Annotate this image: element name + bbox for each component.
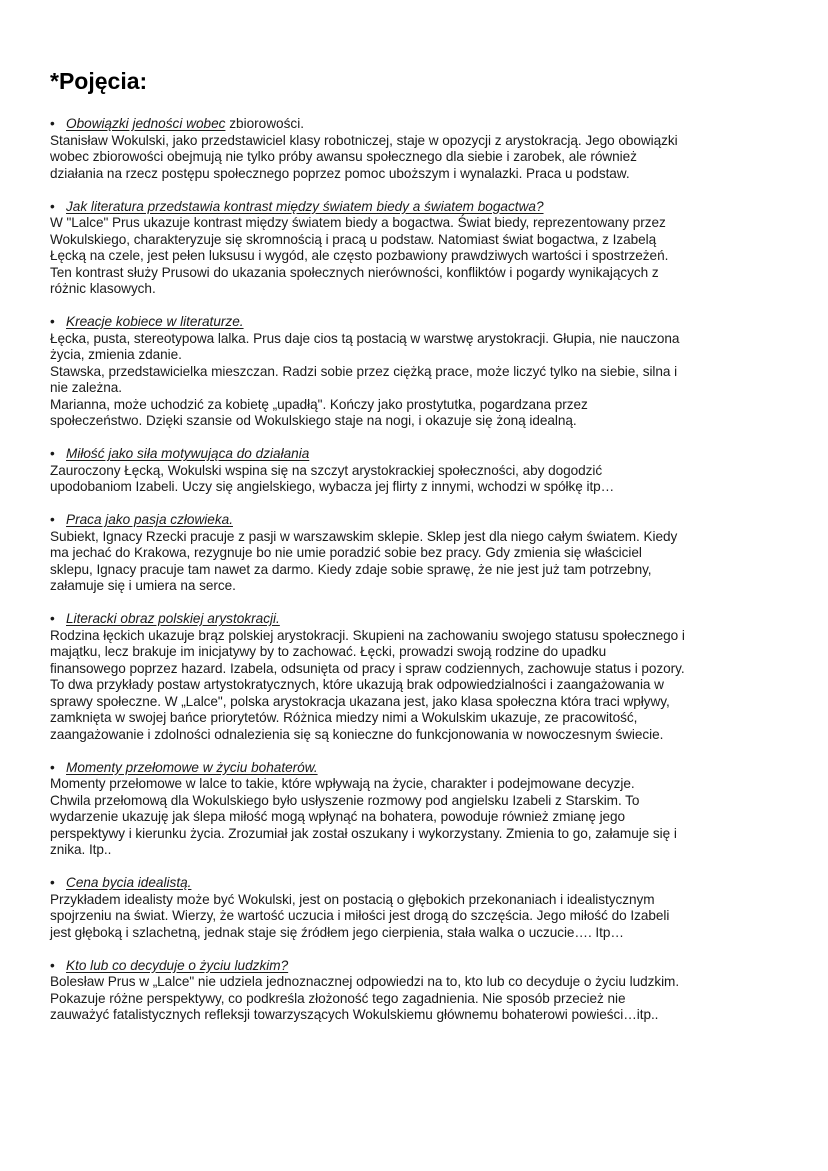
paragraph-line: perspektywy i kierunku życia. Zrozumiał jak został oszukany i wykorzystany. Zmienia to go, załamuje się i	[50, 825, 677, 841]
concept-paragraph	[50, 463, 780, 496]
bullet-icon: •	[50, 314, 55, 329]
concept-section	[50, 958, 780, 1024]
concept-paragraph	[50, 133, 780, 183]
paragraph-line: społeczeństwo. Dzięki szansie od Wokulskiego staje na nogi, i okazuje się żoną idealną.	[50, 413, 577, 428]
concept-heading	[50, 958, 780, 975]
concept-heading-tail: zbiorowości.	[225, 116, 305, 131]
concept-heading	[50, 512, 780, 529]
paragraph-line: Marianna, może uchodzić za kobietę „upadłą". Kończy jako prostytutka, pogardzana przez	[50, 396, 588, 412]
concept-heading	[50, 760, 780, 777]
concept-heading-text: Cena bycia idealistą.	[66, 875, 192, 890]
bullet-icon: •	[50, 446, 55, 461]
paragraph-line: Bolesław Prus w „Lalce" nie udziela jednoznacznej odpowiedzi na to, kto lub co decyduje o życiu ludzkim.	[50, 974, 680, 989]
paragraph-line: nie zależna.	[50, 380, 122, 395]
paragraph-line: Chwila przełomową dla Wokulskiego było usłyszenie rozmowy pod angielsku Izabeli z Starskim. To	[50, 792, 640, 808]
bullet-icon: •	[50, 759, 55, 775]
concept-paragraph	[50, 215, 780, 298]
paragraph-line: Wokulskiego, charakteryzuje się skromnością i pracą u podstaw. Natomiast świat bogactwa, z Izabelą	[50, 231, 657, 247]
concept-heading-text: Praca jako pasja człowieka.	[66, 512, 233, 527]
paragraph-line: wydarzenie ukazuję jak ślepa miłość mogą wpłynąć na bohatera, powoduje również zmianę jego	[50, 809, 626, 824]
paragraph-line: Subiekt, Ignacy Rzecki pracuje z pasji w warszawskim sklepie. Sklep jest dla niego całym światem. Kiedy	[50, 528, 678, 544]
concept-section	[50, 760, 780, 859]
paragraph-line: Stawska, przedstawicielka mieszczan. Radzi sobie przez ciężką prace, może liczyć tylko na siebie, silna i	[50, 363, 678, 379]
paragraph-line: Rodzina łęckich ukazuje brąz polskiej arystokracji. Skupieni na zachowaniu swojego statusu społecznego i	[50, 627, 685, 643]
bullet-icon: •	[50, 611, 55, 626]
bullet-icon: •	[50, 116, 55, 131]
concept-heading	[50, 199, 780, 216]
paragraph-line: Pokazuje różne perspektywy, co podkreśla złożoność tego zagadnienia. Nie sposób przecież nie	[50, 990, 626, 1006]
concept-heading	[50, 611, 780, 628]
concept-heading-text: Obowiązki jedności wobec	[66, 116, 226, 131]
concept-section	[50, 199, 780, 298]
paragraph-line: jest głęboką i szlachetną, jednak staje się źródłem jego cierpienia, stała walka o uczucie…. Itp…	[50, 924, 624, 940]
concept-heading-text: Kreacje kobiece w literaturze.	[66, 314, 244, 329]
concept-paragraph	[50, 628, 780, 744]
page-title: *Pojęcia:	[50, 68, 148, 94]
concept-heading-text: Literacki obraz polskiej arystokracji.	[66, 611, 280, 626]
concept-heading	[50, 314, 780, 331]
bullet-icon: •	[50, 875, 55, 890]
paragraph-line: zauważyć fatalistycznych refleksji towarzyszących Wokulskiemu głównemu bohaterowi powieści…itp..	[50, 1007, 659, 1022]
concept-paragraph	[50, 776, 780, 859]
concept-paragraph	[50, 974, 780, 1024]
paragraph-line: upodobaniom Izabeli. Uczy się angielskiego, wybacza jej flirty z innymi, wchodzi w spółkę itp…	[50, 479, 615, 494]
paragraph-line: zamknięta w swojej bańce priorytetów. Różnica miedzy nimi a Wokulskim ukazuje, ze pracowitość,	[50, 710, 638, 725]
concept-paragraph	[50, 892, 780, 942]
paragraph-line: W "Lalce" Prus ukazuje kontrast między światem biedy a bogactwa. Świat biedy, reprezentowany przez	[50, 215, 666, 230]
concept-heading	[50, 446, 780, 463]
concept-heading-text: Jak literatura przedstawia kontrast między światem biedy a światem bogactwa?	[66, 198, 544, 214]
concept-paragraph	[50, 397, 780, 430]
paragraph-line: zaangażowanie i zdolności odnalezienia się są konieczne do funkcjonowania w nowoczesnym świecie.	[50, 726, 664, 742]
paragraph-line: sprawy społeczne. W „Lalce", polska arystokracja ukazana jest, jako klasa społeczna która traci wpływy,	[50, 693, 670, 709]
bullet-icon: •	[50, 512, 55, 527]
paragraph-line: Łęcką na czele, jest pełen luksusu i wygód, ale często pozbawiony prawdziwych wartości i spostrzeżeń.	[50, 248, 669, 263]
paragraph-line: spojrzeniu na świat. Wierzy, że wartość uczucia i miłości jest drogą do szczęścia. Jego miłość do Izabeli	[50, 908, 670, 923]
concept-paragraph	[50, 364, 780, 397]
concept-heading	[50, 116, 780, 133]
paragraph-line: finansowego poprzez hazard. Izabela, odsunięta od pracy i spraw codziennych, zachowuje status i pozory.	[50, 660, 685, 676]
paragraph-line: Stanisław Wokulski, jako przedstawiciel klasy robotniczej, staje w opozycji z arystokracją. Jego obowiązki	[50, 132, 678, 148]
paragraph-line: To dwa przykłady postaw artystokratycznych, które ukazują brak odpowiedzialności i zaangażowania w	[50, 677, 664, 692]
concepts-list	[50, 116, 780, 1040]
concept-section	[50, 116, 780, 182]
paragraph-line: Łęcka, pusta, stereotypowa lalka. Prus daje cios tą postacią w warstwę arystokracji. Głupia, nie nauczona	[50, 330, 680, 346]
bullet-icon: •	[50, 198, 55, 214]
concept-paragraph	[50, 331, 780, 364]
paragraph-line: wobec zbiorowości obejmują nie tylko próby awansu społecznego dla siebie i zarobek, ale również	[50, 149, 637, 164]
paragraph-line: życia, zmienia zdanie.	[50, 347, 182, 362]
paragraph-line: działania na rzecz postępu społecznego poprzez pomoc uboższym i wynalazki. Praca u podstaw.	[50, 165, 630, 181]
paragraph-line: Momenty przełomowe w lalce to takie, które wpływają na życie, charakter i podejmowane decyzje.	[50, 776, 635, 791]
concept-section	[50, 446, 780, 496]
paragraph-line: znika. Itp..	[50, 842, 112, 857]
paragraph-line: Zauroczony Łęcką, Wokulski wspina się na szczyt arystokrackiej społeczności, aby dogodzić	[50, 462, 603, 478]
paragraph-line: załamuje się i umiera na serce.	[50, 578, 236, 593]
concept-heading-text: Miłość jako siła motywująca do działania	[66, 446, 310, 461]
concept-section	[50, 512, 780, 595]
concept-heading-text: Momenty przełomowe w życiu bohaterów.	[66, 759, 318, 775]
concept-section	[50, 875, 780, 941]
paragraph-line: Ten kontrast służy Prusowi do ukazania społecznych nierówności, konfliktów i pogardy wynikających z	[50, 264, 659, 280]
concept-heading-text: Kto lub co decyduje o życiu ludzkim?	[66, 957, 289, 973]
paragraph-line: sklepu, Ignacy pracuje tam nawet za darmo. Kiedy zdaje sobie sprawę, że nie jest już tam potrzebny,	[50, 561, 652, 577]
concept-section	[50, 314, 780, 430]
paragraph-line: Przykładem idealisty może być Wokulski, jest on postacią o głębokich przekonaniach i idealistycznym	[50, 891, 655, 907]
paragraph-line: ma jechać do Krakowa, rezygnuje bo nie umie poradzić sobie bez pracy. Gdy zmienia się właściciel	[50, 545, 642, 560]
concept-paragraph	[50, 529, 780, 595]
paragraph-line: majątku, lecz brakuje im inicjatywy by to zachować. Łęcki, prowadzi swoją rodzine do upadku	[50, 644, 607, 659]
concept-section	[50, 611, 780, 743]
paragraph-line: różnic klasowych.	[50, 281, 156, 296]
concept-heading	[50, 875, 780, 892]
bullet-icon: •	[50, 957, 55, 973]
